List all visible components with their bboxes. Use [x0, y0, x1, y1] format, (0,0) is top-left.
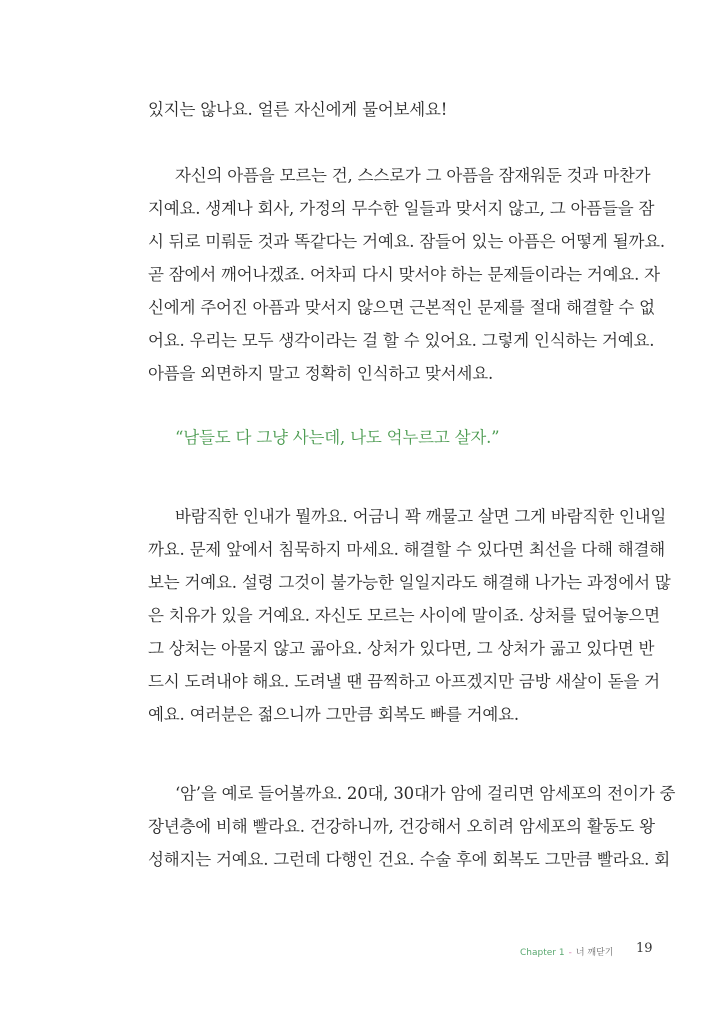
paragraph-first-line: 바람직한 인내가 뭘까요. 어금니 꽉 깨물고 살면 그게 바람직한 인내일 [175, 507, 667, 526]
body-line: 까요. 문제 앞에서 침묵하지 마세요. 해결할 수 있다면 최선을 다해 해결해 [148, 540, 665, 559]
section-label: 너 깨닫기 [575, 948, 614, 958]
chapter-label: Chapter 1 [520, 948, 565, 958]
body-line: 그 상처는 아물지 않고 곪아요. 상처가 있다면, 그 상처가 곪고 있다면 반 [148, 639, 655, 658]
body-line: 아픔을 외면하지 말고 정확히 인식하고 맞서세요. [148, 364, 494, 383]
body-line: 성해지는 거예요. 그런데 다행인 건요. 수술 후에 회복도 그만큼 빨라요. 회 [148, 850, 671, 869]
paragraph-first-line: ‘암’을 예로 들어볼까요. 20대, 30대가 암에 걸리면 암세포의 전이가 중 [175, 784, 676, 803]
body-line: 지예요. 생계나 회사, 가정의 무수한 일들과 맞서지 않고, 그 아픔들을 잠 [148, 199, 655, 218]
running-footer [520, 941, 653, 961]
page-number: 19 [636, 941, 653, 956]
body-line: 은 치유가 있을 거예요. 자신도 모르는 사이에 말이죠. 상처를 덮어놓으면 [148, 606, 660, 625]
body-line: 있지는 않나요. 얼른 자신에게 물어보세요! [148, 100, 448, 119]
paragraph-first-line: 자신의 아픔을 모르는 건, 스스로가 그 아픔을 잠재워둔 것과 마찬가 [175, 166, 651, 185]
footer-separator: - [568, 948, 572, 958]
body-line: 보는 거예요. 설령 그것이 불가능한 일일지라도 해결해 나가는 과정에서 많 [148, 573, 671, 592]
body-line: 신에게 주어진 아픔과 맞서지 않으면 근본적인 문제를 절대 해결할 수 없 [148, 298, 655, 317]
body-line: 예요. 여러분은 젊으니까 그만큼 회복도 빠를 거예요. [148, 705, 519, 724]
body-line: 시 뒤로 미뤄둔 것과 똑같다는 거예요. 잠들어 있는 아픔은 어떻게 될까요. [148, 232, 665, 251]
body-line: 장년층에 비해 빨라요. 건강하니까, 건강해서 오히려 암세포의 활동도 왕 [148, 817, 655, 836]
body-line: 드시 도려내야 해요. 도려낼 땐 끔찍하고 아프겠지만 금방 새살이 돋을 거 [148, 672, 660, 691]
body-line: 어요. 우리는 모두 생각이라는 걸 할 수 있어요. 그렇게 인식하는 거예요. [148, 331, 655, 350]
body-line: 곧 잠에서 깨어나겠죠. 어차피 다시 맞서야 하는 문제들이라는 거예요. 자 [148, 265, 660, 284]
highlighted-quote: “남들도 다 그냥 사는데, 나도 억누르고 살자.” [175, 428, 500, 447]
